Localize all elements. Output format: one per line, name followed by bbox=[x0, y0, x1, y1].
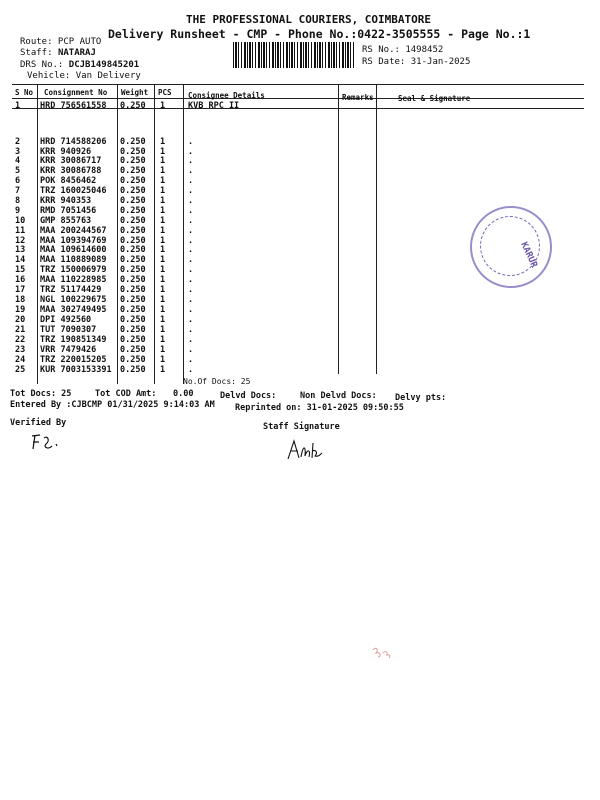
row-sno: 8 bbox=[15, 196, 21, 206]
row-sno: 13 bbox=[15, 245, 26, 255]
row-sno: 7 bbox=[15, 186, 21, 196]
row-consignment-no: MAA 200244567 bbox=[40, 226, 107, 236]
row-pcs: 1 bbox=[160, 335, 166, 345]
row-consignee-details: . bbox=[188, 236, 194, 246]
table-top-border bbox=[12, 84, 584, 85]
row-pcs: 1 bbox=[160, 147, 166, 157]
row-weight: 0.250 bbox=[120, 345, 146, 355]
barcode-image bbox=[233, 42, 354, 68]
col-header-weight: Weight bbox=[121, 88, 149, 97]
row-pcs: 1 bbox=[160, 305, 166, 315]
row-consignee-details: . bbox=[188, 345, 194, 355]
row-weight: 0.250 bbox=[120, 335, 146, 345]
row-weight: 0.250 bbox=[120, 245, 146, 255]
row-pcs: 1 bbox=[160, 265, 166, 275]
row-consignment-no: KUR 7003153391 bbox=[40, 365, 112, 375]
col-header-consignee: Consignee Details bbox=[188, 91, 265, 100]
tot-cod-label: Tot COD Amt: bbox=[95, 389, 157, 399]
row-consignee-details: . bbox=[188, 245, 194, 255]
stamp-text: KARUR bbox=[518, 240, 539, 270]
staff-signature-label: Staff Signature bbox=[263, 422, 340, 432]
verifier-signature bbox=[28, 432, 62, 454]
row-consignee-details: . bbox=[188, 196, 194, 206]
row-pcs: 1 bbox=[160, 325, 166, 335]
row-sno: 25 bbox=[15, 365, 26, 375]
row-sno: 9 bbox=[15, 206, 21, 216]
row-sno: 23 bbox=[15, 345, 26, 355]
row-consignee-details: . bbox=[188, 325, 194, 335]
row-sno: 15 bbox=[15, 265, 26, 275]
row-sno: 20 bbox=[15, 315, 26, 325]
row-consignment-no: NGL 100229675 bbox=[40, 295, 107, 305]
verified-by-label: Verified By bbox=[10, 418, 67, 428]
drs-label: DRS No.: bbox=[20, 60, 64, 70]
row-consignee-details: . bbox=[188, 206, 194, 216]
col-header-seal: Seal & Signature bbox=[398, 94, 471, 103]
row-weight: 0.250 bbox=[120, 305, 146, 315]
table-row bbox=[0, 355, 600, 365]
table-row bbox=[0, 166, 600, 176]
row-pcs: 1 bbox=[160, 206, 166, 216]
row-consignment-no: DPI 492560 bbox=[40, 315, 92, 325]
col-header-consignment: Consignment No bbox=[44, 88, 108, 97]
row-consignee-details: . bbox=[188, 285, 194, 295]
row-weight: 0.250 bbox=[120, 216, 146, 226]
col-header-pcs: PCS bbox=[158, 88, 172, 97]
entered-by: Entered By :CJBCMP 01/31/2025 9:14:03 AM bbox=[10, 400, 215, 410]
row-consignment-no: TRZ 150006979 bbox=[40, 265, 107, 275]
row-weight: 0.250 bbox=[120, 355, 146, 365]
row-sno: 22 bbox=[15, 335, 26, 345]
row-weight: 0.250 bbox=[120, 137, 146, 147]
row-weight: 0.250 bbox=[120, 166, 146, 176]
table-row bbox=[0, 196, 600, 206]
row-consignment-no: HRD 714588206 bbox=[40, 137, 107, 147]
row-pcs: 1 bbox=[160, 156, 166, 166]
row-weight: 0.250 bbox=[120, 265, 146, 275]
row-weight: 0.250 bbox=[120, 186, 146, 196]
row-weight: 0.250 bbox=[120, 101, 146, 111]
row-weight: 0.250 bbox=[120, 206, 146, 216]
table-row bbox=[0, 186, 600, 196]
row-consignee-details: KVB RPC II bbox=[188, 101, 240, 111]
row-pcs: 1 bbox=[160, 166, 166, 176]
row-consignment-no: KRR 30086788 bbox=[40, 166, 102, 176]
row-consignment-no: KRR 940926 bbox=[40, 147, 92, 157]
drs-info bbox=[20, 60, 139, 70]
row-consignee-details: . bbox=[188, 147, 194, 157]
row-consignee-details: . bbox=[188, 365, 194, 375]
row-consignee-details: . bbox=[188, 305, 194, 315]
row-sno: 12 bbox=[15, 236, 26, 246]
col-header-sno: S No bbox=[15, 88, 34, 97]
row-pcs: 1 bbox=[160, 236, 166, 246]
row-consignee-details: . bbox=[188, 156, 194, 166]
row-sno: 19 bbox=[15, 305, 26, 315]
row-pcs: 1 bbox=[160, 295, 166, 305]
reprinted-on: Reprinted on: 31-01-2025 09:50:55 bbox=[235, 403, 404, 413]
row-consignment-no: MAA 110889089 bbox=[40, 255, 107, 265]
row-consignee-details: . bbox=[188, 265, 194, 275]
route-label: Route: PCP AUTO bbox=[20, 37, 102, 47]
row-pcs: 1 bbox=[160, 275, 166, 285]
row-sno: 5 bbox=[15, 166, 21, 176]
row-sno: 3 bbox=[15, 147, 21, 157]
row-consignment-no: KRR 30086717 bbox=[40, 156, 102, 166]
row-pcs: 1 bbox=[160, 101, 166, 111]
row-consignment-no: TRZ 190851349 bbox=[40, 335, 107, 345]
row-consignment-no: RMD 7051456 bbox=[40, 206, 97, 216]
row-consignment-no: POK 8456462 bbox=[40, 176, 97, 186]
table-row bbox=[0, 335, 600, 345]
row-consignee-details: . bbox=[188, 335, 194, 345]
row-consignment-no: KRR 940353 bbox=[40, 196, 92, 206]
row-pcs: 1 bbox=[160, 255, 166, 265]
row-weight: 0.250 bbox=[120, 315, 146, 325]
row-pcs: 1 bbox=[160, 226, 166, 236]
tot-cod-value: 0.00 bbox=[173, 389, 194, 399]
company-name: THE PROFESSIONAL COURIERS, COIMBATORE bbox=[186, 13, 432, 26]
non-delvd-docs: Non Delvd Docs: bbox=[300, 391, 377, 401]
row-sno: 18 bbox=[15, 295, 26, 305]
row-sno: 11 bbox=[15, 226, 26, 236]
row-weight: 0.250 bbox=[120, 295, 146, 305]
runsheet-title: Delivery Runsheet - CMP - Phone No.:0422-3505555 - Page No.:1 bbox=[108, 27, 531, 41]
row-consignee-details: . bbox=[188, 255, 194, 265]
table-row bbox=[0, 295, 600, 305]
row-sno: 6 bbox=[15, 176, 21, 186]
table-row bbox=[0, 137, 600, 147]
table-row bbox=[0, 101, 600, 111]
table-row bbox=[0, 156, 600, 166]
row-sno: 21 bbox=[15, 325, 26, 335]
row-pcs: 1 bbox=[160, 137, 166, 147]
row-sno: 14 bbox=[15, 255, 26, 265]
row-sno: 1 bbox=[15, 101, 21, 111]
row-consignee-details: . bbox=[188, 137, 194, 147]
red-ink-mark bbox=[370, 644, 394, 662]
row-pcs: 1 bbox=[160, 176, 166, 186]
staff-value: NATARAJ bbox=[57, 48, 96, 58]
row-sno: 2 bbox=[15, 137, 21, 147]
table-row bbox=[0, 305, 600, 315]
drs-value: DCJB149845201 bbox=[68, 60, 140, 70]
vehicle-label: Vehicle: Van Delivery bbox=[27, 71, 141, 81]
row-pcs: 1 bbox=[160, 345, 166, 355]
row-pcs: 1 bbox=[160, 355, 166, 365]
row-consignment-no: HRD 756561558 bbox=[40, 101, 107, 111]
table-row bbox=[0, 365, 600, 375]
row-consignee-details: . bbox=[188, 166, 194, 176]
row-weight: 0.250 bbox=[120, 275, 146, 285]
row-sno: 4 bbox=[15, 156, 21, 166]
row-pcs: 1 bbox=[160, 285, 166, 295]
row-consignee-details: . bbox=[188, 226, 194, 236]
delvd-docs: Delvd Docs: bbox=[220, 391, 277, 401]
row-pcs: 1 bbox=[160, 196, 166, 206]
row-weight: 0.250 bbox=[120, 196, 146, 206]
row-pcs: 1 bbox=[160, 365, 166, 375]
row-consignment-no: TRZ 220015205 bbox=[40, 355, 107, 365]
row-weight: 0.250 bbox=[120, 255, 146, 265]
row-sno: 24 bbox=[15, 355, 26, 365]
col-header-remarks: Remarks bbox=[342, 93, 374, 102]
row-weight: 0.250 bbox=[120, 285, 146, 295]
row-weight: 0.250 bbox=[120, 156, 146, 166]
row-consignment-no: MAA 109394769 bbox=[40, 236, 107, 246]
table-row bbox=[0, 315, 600, 325]
row-consignment-no: GMP 855763 bbox=[40, 216, 92, 226]
row-weight: 0.250 bbox=[120, 147, 146, 157]
row-consignment-no: MAA 109614600 bbox=[40, 245, 107, 255]
rs-date: RS Date: 31-Jan-2025 bbox=[362, 57, 471, 67]
staff-label: Staff: bbox=[20, 48, 53, 58]
row-consignment-no: TUT 7090307 bbox=[40, 325, 97, 335]
staff-info bbox=[20, 48, 96, 58]
row-pcs: 1 bbox=[160, 186, 166, 196]
row-pcs: 1 bbox=[160, 245, 166, 255]
row-sno: 16 bbox=[15, 275, 26, 285]
table-row bbox=[0, 176, 600, 186]
tot-docs: Tot Docs: 25 bbox=[10, 389, 72, 399]
row-consignee-details: . bbox=[188, 186, 194, 196]
row-consignee-details: . bbox=[188, 216, 194, 226]
row-weight: 0.250 bbox=[120, 176, 146, 186]
row-consignee-details: . bbox=[188, 315, 194, 325]
rs-number: RS No.: 1498452 bbox=[362, 45, 444, 55]
row-consignment-no: MAA 110228985 bbox=[40, 275, 107, 285]
table-header-border bbox=[12, 98, 584, 99]
row-weight: 0.250 bbox=[120, 236, 146, 246]
row-consignment-no: MAA 302749495 bbox=[40, 305, 107, 315]
row-consignment-no: TRZ 51174429 bbox=[40, 285, 102, 295]
row-weight: 0.250 bbox=[120, 365, 146, 375]
row-consignment-no: TRZ 160025046 bbox=[40, 186, 107, 196]
row-consignment-no: VRR 7479426 bbox=[40, 345, 97, 355]
row-sno: 17 bbox=[15, 285, 26, 295]
table-row bbox=[0, 325, 600, 335]
row-consignee-details: . bbox=[188, 295, 194, 305]
row-consignee-details: . bbox=[188, 355, 194, 365]
row-consignee-details: . bbox=[188, 176, 194, 186]
row-pcs: 1 bbox=[160, 315, 166, 325]
table-row bbox=[0, 345, 600, 355]
row-consignee-details: . bbox=[188, 275, 194, 285]
staff-signature bbox=[285, 437, 325, 463]
no-of-docs: No.Of Docs: 25 bbox=[183, 377, 251, 386]
row-pcs: 1 bbox=[160, 216, 166, 226]
row-weight: 0.250 bbox=[120, 226, 146, 236]
row-sno: 10 bbox=[15, 216, 26, 226]
delvy-pts: Delvy pts: bbox=[395, 393, 447, 403]
row-weight: 0.250 bbox=[120, 325, 146, 335]
